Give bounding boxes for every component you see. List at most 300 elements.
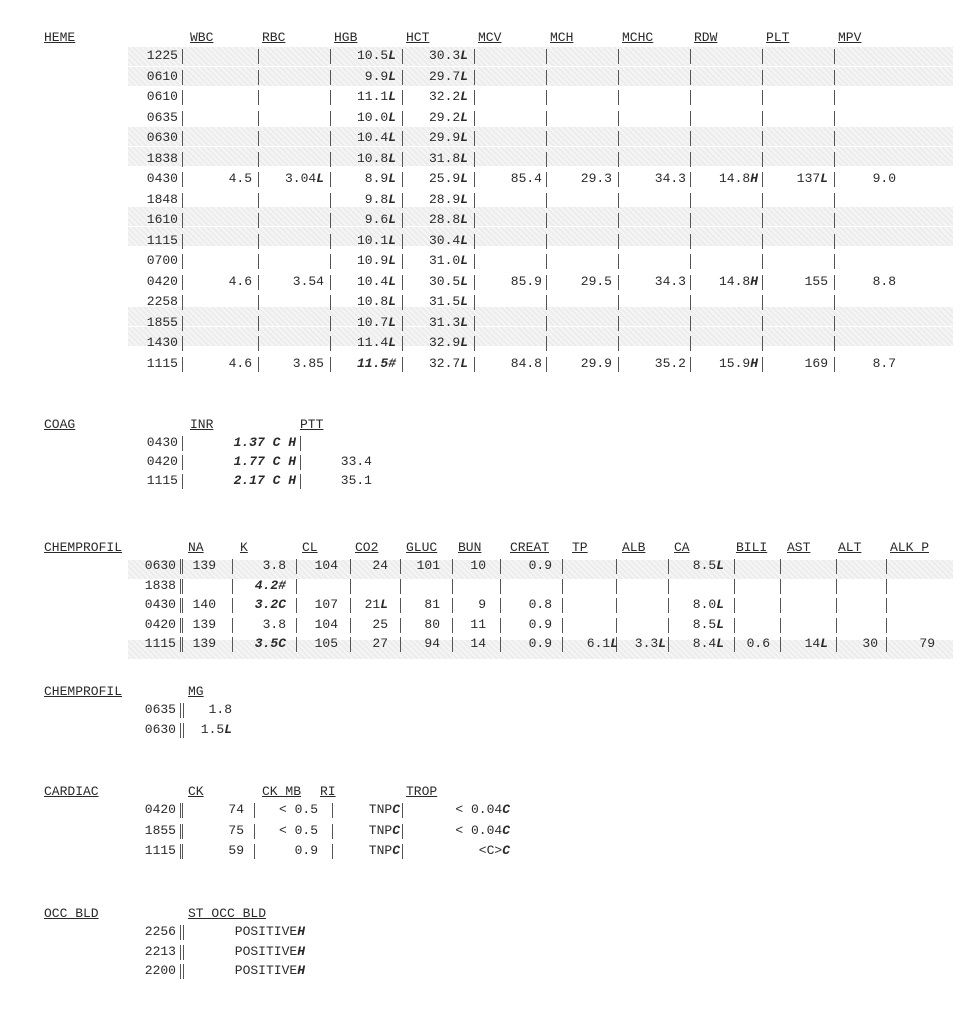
column-header: NA (188, 540, 204, 555)
cell-value: 32.9L (428, 335, 468, 350)
cell-separator (474, 193, 475, 208)
cell-separator (836, 579, 837, 594)
cell-value: 29.2L (428, 109, 468, 125)
cell-separator (183, 945, 184, 960)
cell-separator (474, 131, 475, 146)
shade-band (128, 47, 953, 66)
cell-separator (562, 579, 563, 594)
shade-band (128, 227, 953, 246)
cell-separator (546, 49, 547, 64)
cell-separator (546, 316, 547, 331)
cell-value: 10.7L (356, 314, 396, 330)
cell-value: 29.9 (580, 355, 612, 371)
cell-separator (834, 336, 835, 351)
cell-value: 11.4L (356, 335, 396, 350)
cell-separator (834, 90, 835, 105)
section-title: HEME (44, 30, 76, 45)
cell-separator (183, 964, 184, 979)
cell-separator (762, 193, 763, 208)
cell-value: 104 (314, 558, 338, 573)
row-time: 0630 (146, 130, 178, 145)
section-title: OCC BLD (44, 906, 99, 921)
column-header: BUN (458, 540, 482, 555)
row-time: 0610 (146, 68, 178, 84)
cell-value: 0.9 (528, 558, 552, 573)
column-header: CK (188, 784, 204, 799)
cell-separator (690, 131, 691, 146)
cell-separator (762, 90, 763, 105)
cell-separator (474, 316, 475, 331)
cell-value: 4.2# (254, 577, 286, 593)
cell-separator (546, 213, 547, 228)
cell-separator (618, 213, 619, 228)
cell-separator (886, 559, 887, 574)
row-time: 1838 (146, 150, 178, 166)
cell-separator (762, 234, 763, 249)
cell-value: 8.8 (872, 273, 896, 289)
cell-separator (182, 111, 183, 126)
cell-separator (258, 111, 259, 126)
cell-separator (474, 111, 475, 126)
cell-separator (182, 455, 183, 470)
cell-value: 3.5C (254, 636, 286, 651)
cell-value: 11.5# (356, 355, 396, 371)
cell-separator (474, 49, 475, 64)
row-time: 0420 (144, 802, 176, 817)
cell-separator (258, 316, 259, 331)
cell-separator (402, 824, 403, 839)
row-time: 0630 (144, 558, 176, 573)
column-header: CA (674, 540, 690, 555)
cell-value: 35.1 (340, 473, 372, 488)
cell-separator (474, 70, 475, 85)
cell-separator (180, 964, 181, 979)
cell-value: 107 (314, 597, 338, 612)
cell-separator (546, 254, 547, 269)
cell-value: 25 (372, 616, 388, 632)
row-time: 1855 (146, 314, 178, 330)
cell-value: 0.6 (746, 636, 770, 651)
cell-separator (182, 316, 183, 331)
cell-separator (836, 598, 837, 613)
row-time: 1115 (146, 355, 178, 371)
cell-separator (258, 254, 259, 269)
row-time: 1855 (144, 822, 176, 838)
column-header: K (240, 540, 248, 555)
cell-value: 34.3 (654, 171, 686, 186)
cell-value: < 0.04C (455, 802, 510, 817)
column-header: CL (302, 540, 318, 555)
cell-separator (618, 336, 619, 351)
cell-value: 3.04L (284, 171, 324, 186)
row-time: 0635 (144, 702, 176, 717)
cell-value: 139 (192, 616, 216, 632)
cell-separator (182, 70, 183, 85)
row-time: 0430 (146, 171, 178, 186)
cell-separator (762, 111, 763, 126)
column-header: HGB (334, 30, 358, 45)
column-header: RDW (694, 30, 718, 45)
shade-band (128, 67, 953, 86)
cell-separator (668, 579, 669, 594)
cell-value: 30 (862, 636, 878, 651)
cell-separator (734, 559, 735, 574)
cell-separator (350, 579, 351, 594)
cell-value: 1.77 C H (233, 454, 296, 469)
cell-value: 8.5L (692, 558, 724, 573)
cell-separator (258, 131, 259, 146)
cell-value: POSITIVEH (234, 963, 305, 978)
cell-separator (734, 598, 735, 613)
cell-separator (180, 945, 181, 960)
column-header: CREAT (510, 540, 550, 555)
cell-separator (834, 234, 835, 249)
cell-separator (834, 111, 835, 126)
row-time: 2213 (144, 943, 176, 959)
cell-value: 0.8 (528, 597, 552, 612)
cell-value: 84.8 (510, 355, 542, 371)
cell-value: < 0.04C (455, 822, 510, 838)
cell-separator (690, 152, 691, 167)
cell-value: 31.5L (428, 294, 468, 309)
cell-value: 139 (192, 636, 216, 651)
cell-separator (834, 131, 835, 146)
column-header: ALB (622, 540, 646, 555)
section-title: CHEMPROFIL (44, 684, 123, 699)
cell-separator (690, 70, 691, 85)
cell-separator (690, 90, 691, 105)
column-header: AST (787, 540, 811, 555)
cell-value: 104 (314, 616, 338, 632)
column-header: MPV (838, 30, 862, 45)
cell-value: 3.54 (292, 273, 324, 289)
cell-value: 32.2L (428, 89, 468, 104)
cell-value: 8.4L (692, 636, 724, 651)
column-header: MCHC (622, 30, 654, 45)
cell-value: 32.7L (428, 355, 468, 371)
section-title: COAG (44, 417, 76, 432)
cell-value: 85.4 (510, 171, 542, 186)
cell-separator (834, 213, 835, 228)
cell-value: 59 (228, 843, 244, 858)
cell-value: 1.5L (200, 722, 232, 737)
cell-separator (616, 618, 617, 633)
cell-separator (762, 49, 763, 64)
cell-separator (474, 295, 475, 310)
cell-value: 3.2C (254, 597, 286, 612)
cell-separator (180, 925, 181, 940)
cell-value: 11.1L (356, 89, 396, 104)
shade-band (128, 327, 953, 346)
row-time: 0420 (144, 616, 176, 632)
cell-separator (258, 234, 259, 249)
cell-value: 94 (424, 636, 440, 651)
row-time: 1848 (146, 191, 178, 207)
cell-value: 8.7 (872, 355, 896, 371)
cell-separator (474, 336, 475, 351)
cell-separator (474, 90, 475, 105)
cell-separator (834, 295, 835, 310)
row-time: 1430 (146, 335, 178, 350)
row-time: 0610 (146, 89, 178, 104)
cell-value: TNPC (368, 843, 400, 858)
column-header: ALK P (890, 540, 930, 555)
cell-value: 10.5L (356, 48, 396, 63)
cell-value: 9.9L (364, 68, 396, 84)
row-time: 0420 (146, 273, 178, 289)
cell-separator (618, 111, 619, 126)
cell-separator (618, 254, 619, 269)
cell-separator (780, 579, 781, 594)
cell-separator (452, 579, 453, 594)
cell-separator (296, 579, 297, 594)
column-header: TROP (406, 784, 438, 799)
column-header: PTT (300, 417, 324, 432)
cell-separator (500, 579, 501, 594)
cell-value: 3.8 (262, 616, 286, 632)
cell-separator (300, 436, 301, 451)
cell-value: 85.9 (510, 273, 542, 289)
column-header: CK MB (262, 784, 302, 799)
cell-separator (400, 579, 401, 594)
cell-value: 9.6L (364, 212, 396, 227)
cell-value: 9 (478, 597, 486, 612)
cell-value: 10.0L (356, 109, 396, 125)
cell-value: 33.4 (340, 454, 372, 469)
cell-separator (546, 111, 547, 126)
cell-separator (836, 559, 837, 574)
cell-separator (618, 152, 619, 167)
cell-separator (562, 598, 563, 613)
cell-value: 10 (470, 558, 486, 573)
cell-value: 0.9 (528, 616, 552, 632)
cell-value: POSITIVEH (234, 924, 305, 939)
row-time: 2200 (144, 963, 176, 978)
cell-value: TNPC (368, 802, 400, 817)
cell-separator (402, 803, 403, 818)
cell-separator (546, 336, 547, 351)
cell-separator (546, 152, 547, 167)
cell-value: 31.3L (428, 314, 468, 330)
cell-separator (562, 618, 563, 633)
cell-value: 14.8H (718, 273, 758, 289)
cell-value: 8.5L (692, 616, 724, 632)
cell-separator (546, 131, 547, 146)
cell-value: 1.8 (208, 702, 232, 717)
cell-separator (762, 295, 763, 310)
cell-separator (182, 131, 183, 146)
row-time: 0635 (146, 109, 178, 125)
cell-separator (258, 213, 259, 228)
cell-separator (402, 844, 403, 859)
cell-separator (474, 254, 475, 269)
cell-separator (258, 152, 259, 167)
cell-separator (182, 474, 183, 489)
cell-value: POSITIVEH (234, 943, 305, 959)
cell-separator (182, 49, 183, 64)
cell-value: 10.8L (356, 150, 396, 166)
cell-value: 10.4L (356, 130, 396, 145)
cell-value: 29.5 (580, 273, 612, 289)
row-time: 0430 (146, 435, 178, 450)
cell-separator (834, 254, 835, 269)
column-header: BILI (736, 540, 768, 555)
cell-separator (182, 234, 183, 249)
cell-value: 80 (424, 616, 440, 632)
cell-separator (734, 618, 735, 633)
cell-value: 1.37 C H (233, 435, 296, 450)
cell-separator (780, 598, 781, 613)
cell-value: 28.8L (428, 212, 468, 227)
cell-value: 74 (228, 802, 244, 817)
cell-separator (182, 436, 183, 451)
cell-separator (616, 559, 617, 574)
column-header: WBC (190, 30, 214, 45)
cell-separator (616, 598, 617, 613)
cell-value: 105 (314, 636, 338, 651)
cell-separator (690, 295, 691, 310)
cell-separator (618, 131, 619, 146)
column-header: RI (320, 784, 336, 799)
cell-separator (258, 193, 259, 208)
cell-separator (180, 579, 181, 594)
cell-separator (690, 316, 691, 331)
column-header: CO2 (355, 540, 379, 555)
cell-separator (690, 49, 691, 64)
cell-value: 29.7L (428, 68, 468, 84)
cell-separator (474, 152, 475, 167)
row-time: 1115 (144, 636, 176, 651)
cell-value: 9.0 (872, 171, 896, 186)
cell-separator (836, 618, 837, 633)
cell-separator (562, 559, 563, 574)
cell-separator (734, 579, 735, 594)
row-time: 0420 (146, 454, 178, 469)
cell-value: 31.8L (428, 150, 468, 166)
cell-separator (182, 213, 183, 228)
cell-separator (546, 90, 547, 105)
cell-separator (690, 254, 691, 269)
cell-value: 81 (424, 597, 440, 612)
cell-value: 14 (470, 636, 486, 651)
cell-value: 27 (372, 636, 388, 651)
cell-separator (183, 925, 184, 940)
cell-separator (762, 152, 763, 167)
cell-value: 0.9 (294, 843, 318, 858)
cell-value: 3.8 (262, 558, 286, 573)
cell-separator (618, 90, 619, 105)
cell-separator (258, 336, 259, 351)
row-time: 0630 (144, 722, 176, 737)
cell-value: 3.3L (634, 636, 666, 651)
cell-value: 31.0L (428, 253, 468, 268)
cell-value: 11 (470, 616, 486, 632)
cell-separator (182, 336, 183, 351)
cell-value: 101 (416, 558, 440, 573)
cell-separator (834, 70, 835, 85)
cell-separator (886, 618, 887, 633)
cell-separator (258, 90, 259, 105)
cell-value: 8.0L (692, 597, 724, 612)
cell-value: 25.9L (428, 171, 468, 186)
column-header: PLT (766, 30, 790, 45)
cell-value: 137L (796, 171, 828, 186)
column-header: RBC (262, 30, 286, 45)
cell-separator (690, 111, 691, 126)
cell-separator (780, 618, 781, 633)
row-time: 0700 (146, 253, 178, 268)
cell-value: 4.5 (228, 171, 252, 186)
cell-separator (690, 193, 691, 208)
cell-value: 30.4L (428, 232, 468, 248)
cell-separator (690, 213, 691, 228)
cell-separator (618, 49, 619, 64)
cell-value: 35.2 (654, 355, 686, 371)
cell-separator (618, 193, 619, 208)
cell-separator (762, 254, 763, 269)
column-header: MCH (550, 30, 574, 45)
cell-value: 3.85 (292, 355, 324, 371)
column-header: ALT (838, 540, 862, 555)
cell-separator (182, 193, 183, 208)
row-time: 1610 (146, 212, 178, 227)
shade-band (128, 307, 953, 326)
cell-separator (762, 70, 763, 85)
cell-separator (618, 295, 619, 310)
shade-band (128, 127, 953, 146)
cell-separator (182, 90, 183, 105)
cell-separator (258, 49, 259, 64)
cell-separator (618, 70, 619, 85)
cell-value: 75 (228, 822, 244, 838)
column-header: ST OCC BLD (188, 906, 267, 921)
cell-separator (258, 70, 259, 85)
cell-separator (762, 213, 763, 228)
row-time: 1115 (146, 473, 178, 488)
cell-value: 4.6 (228, 355, 252, 371)
column-header: MG (188, 684, 204, 699)
cell-value: 30.5L (428, 273, 468, 289)
row-time: 1115 (144, 843, 176, 858)
cell-value: 10.4L (356, 273, 396, 289)
cell-value: 34.3 (654, 273, 686, 289)
row-time: 1838 (144, 577, 176, 593)
cell-value: < 0.5 (278, 822, 318, 838)
cell-value: 0.9 (528, 636, 552, 651)
cell-value: 2.17 C H (233, 473, 296, 488)
cell-value: 14L (804, 636, 828, 651)
cell-separator (474, 234, 475, 249)
shade-band (128, 147, 953, 166)
cell-value: <C>C (478, 843, 510, 858)
cell-value: 10.9L (356, 253, 396, 268)
cell-separator (690, 234, 691, 249)
cell-value: 6.1L (586, 636, 618, 651)
cell-separator (546, 70, 547, 85)
row-time: 2258 (146, 294, 178, 309)
column-header: GLUC (406, 540, 438, 555)
cell-separator (616, 579, 617, 594)
cell-value: 140 (192, 597, 216, 612)
column-header: INR (190, 417, 214, 432)
cell-separator (182, 295, 183, 310)
cell-separator (546, 193, 547, 208)
cell-separator (182, 152, 183, 167)
cell-separator (762, 131, 763, 146)
cell-separator (690, 336, 691, 351)
cell-value: 29.9L (428, 130, 468, 145)
cell-value: 79 (919, 636, 935, 651)
